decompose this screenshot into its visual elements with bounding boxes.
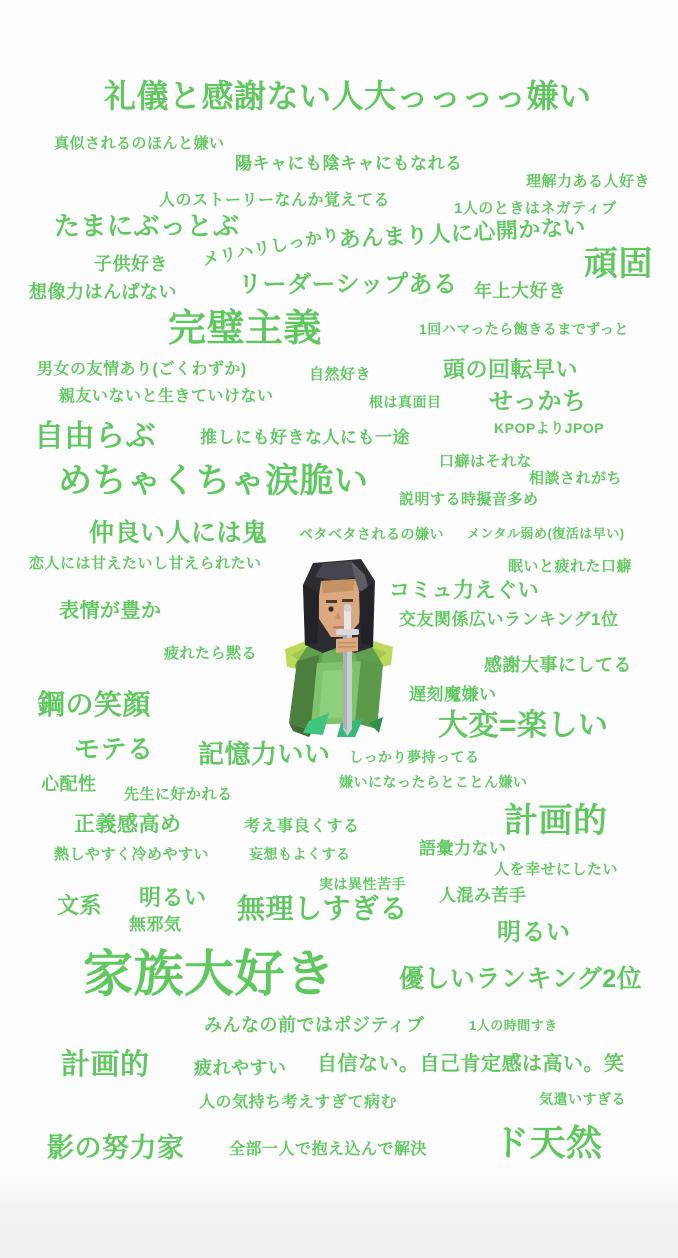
cloud-word: あんまり人に心開かない xyxy=(337,214,587,252)
cloud-word: 疲れたら黙る xyxy=(164,645,258,662)
cloud-word: リーダーシップある xyxy=(238,271,458,298)
cloud-word: 自由らぶ xyxy=(34,420,156,453)
cloud-word: 感謝大事にしてる xyxy=(484,655,632,675)
cloud-word: 1人の時間すき xyxy=(469,1018,558,1033)
cloud-word: 自信ない。自己肯定感は高い。笑 xyxy=(317,1053,625,1075)
cloud-word: 礼儀と感謝ない人大っっっっ嫌い xyxy=(104,78,592,114)
cloud-word: 真似されるのほんと嫌い xyxy=(54,135,225,152)
cloud-word: メンタル弱め(復活は早い) xyxy=(467,526,625,541)
cloud-word: 正義感高め xyxy=(74,813,182,836)
cloud-word: 明るい xyxy=(139,885,207,910)
cloud-word: 影の努力家 xyxy=(47,1133,185,1163)
cloud-word: 自然好き xyxy=(309,366,372,383)
cloud-word: 相談されがち xyxy=(529,470,623,487)
cloud-word: 陽キャにも陰キャにもなれる xyxy=(235,154,463,173)
cloud-word: 男女の友情あり(ごくわずか) xyxy=(37,361,247,378)
cloud-word: 無理しすぎる xyxy=(237,893,409,924)
cloud-word: 完璧主義 xyxy=(168,308,323,350)
cloud-word: 文系 xyxy=(57,893,103,918)
cloud-word: 遅刻魔嫌い xyxy=(409,685,497,704)
cloud-word: 嫌いになったらとことん嫌い xyxy=(339,774,528,790)
cloud-word: 年上大好き xyxy=(474,281,567,301)
cloud-word: 妄想もよくする xyxy=(249,846,351,862)
cloud-word: コミュ力えぐい xyxy=(389,579,540,602)
cloud-word: 人の気持ち考えすぎて病む xyxy=(199,1094,398,1111)
cloud-word: 子供好き xyxy=(94,254,168,274)
cloud-word: モテる xyxy=(74,734,154,764)
cloud-word: 1人のときはネガティブ xyxy=(454,200,617,217)
cloud-word: 優しいランキング2位 xyxy=(399,965,643,993)
cloud-word: KPOPよりJPOP xyxy=(494,420,605,436)
cloud-word: 表情が豊か xyxy=(59,600,162,622)
cloud-word: 恋人には甘えたいし甘えられたい xyxy=(29,555,262,572)
cloud-word: 推しにも好きな人にも一途 xyxy=(200,428,410,447)
cloud-word: 大変=楽しい xyxy=(438,709,609,742)
swordsman-avatar-icon xyxy=(283,551,395,739)
cloud-word: 1回ハマったら飽きるまでずっと xyxy=(419,321,629,337)
cloud-word: みんなの前ではポジティブ xyxy=(204,1015,425,1035)
cloud-word: 計画的 xyxy=(61,1049,150,1081)
cloud-word: 心配性 xyxy=(41,774,97,794)
cloud-word: 先生に好かれる xyxy=(124,786,233,803)
cloud-word: 熱しやすく冷めやすい xyxy=(54,846,210,863)
cloud-word: 説明する時擬音多め xyxy=(399,491,539,508)
cloud-word: 家族大好き xyxy=(83,946,336,1002)
cloud-word: 人のストーリーなんか覚えてる xyxy=(159,192,391,209)
cloud-word: めちゃくちゃ涙脆い xyxy=(58,462,369,500)
cloud-word: 考え事良くする xyxy=(244,818,360,835)
cloud-word: 語彙力ない xyxy=(419,839,507,858)
cloud-word: 人混み苦手 xyxy=(439,886,527,905)
cloud-word: 仲良い人には鬼 xyxy=(89,519,268,547)
cloud-word: 全部一人で抱え込んで解決 xyxy=(229,1141,428,1158)
cloud-word: 記憶力いい xyxy=(198,739,331,769)
cloud-word: たまにぶっとぶ xyxy=(54,211,240,241)
cloud-word: 実は異性苦手 xyxy=(319,876,406,892)
cloud-word: 理解力ある人好き xyxy=(526,173,651,190)
cloud-word: 口癖はそれな xyxy=(439,453,533,470)
cloud-word: せっかち xyxy=(489,388,587,415)
cloud-word: しっかり夢持ってる xyxy=(349,749,480,765)
cloud-word: 頑固 xyxy=(584,245,653,283)
cloud-word: 眠いと疲れた口癖 xyxy=(508,558,633,575)
cloud-word: 計画的 xyxy=(504,802,608,840)
cloud-word: 親友いないと生きていけない xyxy=(59,388,274,405)
cloud-word: 気遣いすぎる xyxy=(539,1091,626,1107)
cloud-word: 鋼の笑顔 xyxy=(37,689,152,720)
cloud-word: 想像力はんぱない xyxy=(29,282,177,302)
cloud-word: 根は真面目 xyxy=(369,394,442,410)
cloud-word: ド天然 xyxy=(493,1122,603,1163)
cloud-word: 人を幸せにしたい xyxy=(494,861,619,878)
cloud-word: 無邪気 xyxy=(129,915,182,934)
cloud-word: 頭の回転早い xyxy=(443,357,579,382)
cloud-word: 明るい xyxy=(497,919,571,946)
cloud-word: 交友関係広いランキング1位 xyxy=(399,610,619,629)
cloud-word: 疲れやすい xyxy=(194,1058,287,1078)
cloud-word: メリハリしっかり xyxy=(200,224,342,270)
cloud-word: ベタベタされるの嫌い xyxy=(299,526,444,542)
